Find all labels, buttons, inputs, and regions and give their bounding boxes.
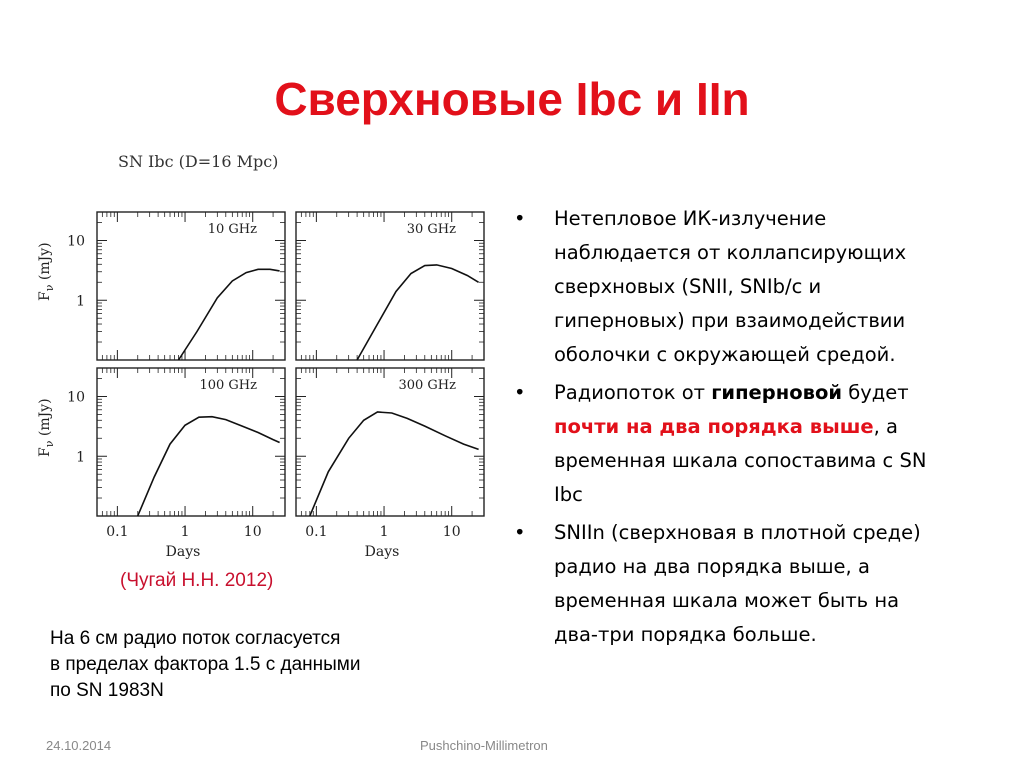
lightcurve-line xyxy=(179,269,280,360)
bullet-list xyxy=(508,202,948,656)
x-tick-label: 0.1 xyxy=(106,524,129,540)
bullet-bold-text: гиперновой xyxy=(711,381,843,404)
bullet-text: Нетепловое ИК-излучение наблюдается от коллапсирующих сверхновых (SNII, SNIb/c и гиперновых) при взаимодействии оболочки с окружающей средой. xyxy=(554,207,907,366)
bullet-marker: • xyxy=(514,381,526,404)
y-axis-label: $F_\nu$ (mJy) xyxy=(37,242,56,301)
bullet-marker: • xyxy=(514,521,526,544)
y-tick-label: 1 xyxy=(76,449,85,466)
bullet-item xyxy=(508,202,948,372)
x-tick-label: 1 xyxy=(379,524,389,540)
footer-date: 24.10.2014 xyxy=(46,738,112,753)
x-tick-label: 1 xyxy=(180,524,190,540)
figure xyxy=(20,140,510,565)
lightcurve-line xyxy=(357,265,479,360)
bullet-text-part: будет xyxy=(842,381,922,404)
bullet-highlight-text: почти на два порядка выше xyxy=(554,415,874,438)
y-tick-label: 10 xyxy=(67,389,85,406)
bullet-item xyxy=(508,516,948,652)
lightcurve-line xyxy=(138,417,280,516)
citation: (Чугай Н.Н. 2012) xyxy=(120,570,274,591)
lightcurve-line xyxy=(310,412,479,516)
note xyxy=(50,626,490,704)
bullet-item xyxy=(508,376,948,512)
x-tick-label: 0.1 xyxy=(305,524,328,540)
bullet-text-part: , а временная шкала сопоставима с SN Ibc xyxy=(554,415,927,506)
radio-lightcurve-chart xyxy=(20,140,510,565)
x-axis-label: Days xyxy=(364,544,400,560)
figure-title: SN Ibc (D=16 Mpc) xyxy=(118,152,279,171)
note-line: На 6 см радио поток согласуется xyxy=(50,628,341,649)
bullet-text: SNIIn (сверхновая в плотной среде) радио на два порядка выше, а временная шкала может быть на два-три порядка больше. xyxy=(554,521,921,646)
panel-label: 30 GHz xyxy=(406,222,456,237)
bullet-text-part: Радиопоток от xyxy=(554,381,712,404)
note-line: по SN 1983N xyxy=(50,680,164,701)
x-tick-label: 10 xyxy=(243,524,262,540)
slide-title: Сверхновые Ibc и IIn xyxy=(274,73,750,125)
panel-label: 300 GHz xyxy=(398,378,456,393)
y-tick-label: 10 xyxy=(67,233,85,250)
y-axis-label: $F_\nu$ (mJy) xyxy=(37,398,56,457)
y-tick-label: 1 xyxy=(76,293,85,310)
x-axis-label: Days xyxy=(165,544,201,560)
footer-center: Pushchino-Millimetron xyxy=(420,738,548,753)
panel-label: 10 GHz xyxy=(207,222,257,237)
x-tick-label: 10 xyxy=(442,524,461,540)
bullet-marker: • xyxy=(514,207,526,230)
note-line: в пределах фактора 1.5 с данными xyxy=(50,654,361,675)
panel-label: 100 GHz xyxy=(199,378,257,393)
